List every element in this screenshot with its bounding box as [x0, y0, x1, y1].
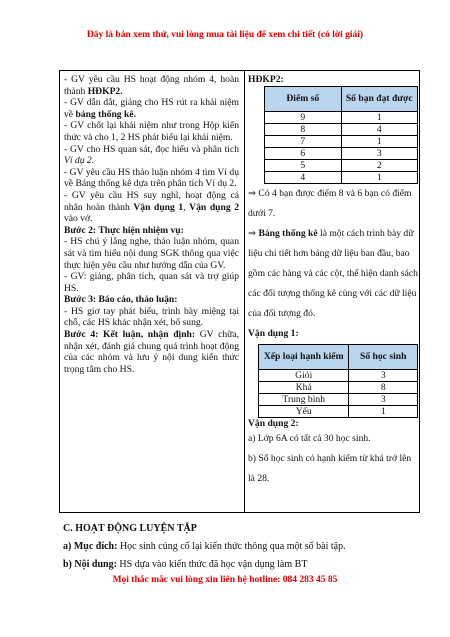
section-heading: Vận dụng 1: [248, 327, 299, 339]
table-row: 7 1 [265, 135, 418, 147]
paragraph: ⇒ Bảng thống kê là một cách trình bày dữ liệu chi tiết hơn bảng dữ liệu ban đầu, bao gồm các hàng và các cột, thể hiện danh sách các đối tượng thống kê cùng với các dữ liệu của đối tượng đó. [248, 227, 418, 319]
paragraph: ⇒ Có 4 bạn được điểm 8 và 6 bạn có điểm dưới 7. [248, 187, 412, 219]
table-row: 4 1 [265, 171, 418, 183]
table-row: Giỏi 3 [259, 369, 418, 381]
table-row: 5 2 [265, 159, 418, 171]
section-heading: Vận dụng 2: [248, 417, 299, 429]
section-heading: HĐKP2: [248, 74, 284, 85]
paragraph: - GV: giảng, phân tích, quan sát và trợ giúp HS. [64, 271, 239, 294]
paragraph: a) Mục đích: Học sinh củng cố lại kiến thức thông qua một số bài tập. [63, 541, 346, 552]
paragraph: - GV chốt lại khái niệm như trong Hộp kiến thức và cho 1, 2 HS phát biểu lại khái niệm. [64, 120, 239, 143]
table-row: Yếu 1 [259, 405, 418, 417]
paragraph: Bước 4: Kết luận, nhận định: GV chữa, nhận xét, đánh giá chung quá trình hoạt động của các nhóm và lưu ý nội dung kiến thức trọng tâm cho HS. [64, 329, 239, 375]
paragraph: - GV yêu cầu HS suy nghĩ, hoạt động cá nhân hoàn thành Vận dụng 1, Vận dụng 2 vào vở. [64, 189, 239, 225]
paragraph: - HS chú ý lắng nghe, thảo luận nhóm, quan sát và tìm hiểu nội dung SGK thông qua việc thực hiện yêu cầu như hướng dẫn của GV. [64, 236, 239, 271]
paragraph: - HS giơ tay phát biểu, trình bày miệng tại chỗ, các HS khác nhận xét, bổ sung. [64, 305, 239, 329]
paragraph: - GV cho HS quan sát, đọc hiểu và phân tích Ví dụ 2. [64, 143, 239, 167]
table-header: Số học sinh [349, 344, 418, 369]
step-heading: Bước 2: Thực hiện nhiệm vụ: [64, 224, 184, 236]
step-heading: Bước 3: Báo cáo, thảo luận: [64, 294, 178, 306]
preview-banner: Đây là bản xem thử, vui lòng mua tài liệu để xem chi tiết (có lời giải) [86, 30, 364, 40]
paragraph: b) Nội dung: HS dựa vào kiến thức đã học vận dụng làm BT [63, 559, 308, 570]
table-row: 6 3 [265, 147, 418, 159]
paragraph: a) Lớp 6A có tất cả 30 học sinh. [248, 433, 371, 445]
lesson-table [59, 70, 420, 513]
practice-section [63, 520, 423, 574]
teacher-activities-column [64, 74, 239, 375]
paragraph: - GV yêu cầu HS hoạt động nhóm 4, hoàn thành HĐKP2. [64, 74, 239, 97]
table-row: Trung bình 3 [259, 393, 418, 405]
student-products-column [248, 74, 418, 489]
paragraph: - GV dẫn dắt, giảng cho HS rút ra khái niệm về bảng thống kê. [64, 97, 239, 120]
column-divider [244, 71, 245, 512]
hotline-notice: Mọi thắc mắc vui lòng xin liên hệ hotline: 084 283 45 85 [112, 575, 338, 585]
table-row: 9 1 [265, 111, 418, 123]
section-title: C. HOẠT ĐỘNG LUYỆN TẬP [63, 523, 197, 534]
table-header-row [265, 86, 418, 111]
table-header: Xếp loại hạnh kiểm [259, 344, 349, 369]
paragraph: b) Số học sinh có hạnh kiểm từ khá trở lên là 28. [248, 453, 412, 485]
table-header: Điểm số [265, 86, 342, 111]
table-header: Số bạn đạt được [341, 86, 418, 111]
table-row: Khá 8 [259, 381, 418, 393]
score-table [264, 86, 418, 184]
paragraph: - GV yêu cầu HS thảo luận nhóm 4 tìm Ví dụ về Bảng thống kê dựa trên phân tích Ví dụ 2. [64, 166, 239, 190]
table-row: 8 4 [265, 123, 418, 135]
table-header-row [259, 344, 418, 369]
conduct-table [258, 344, 418, 418]
